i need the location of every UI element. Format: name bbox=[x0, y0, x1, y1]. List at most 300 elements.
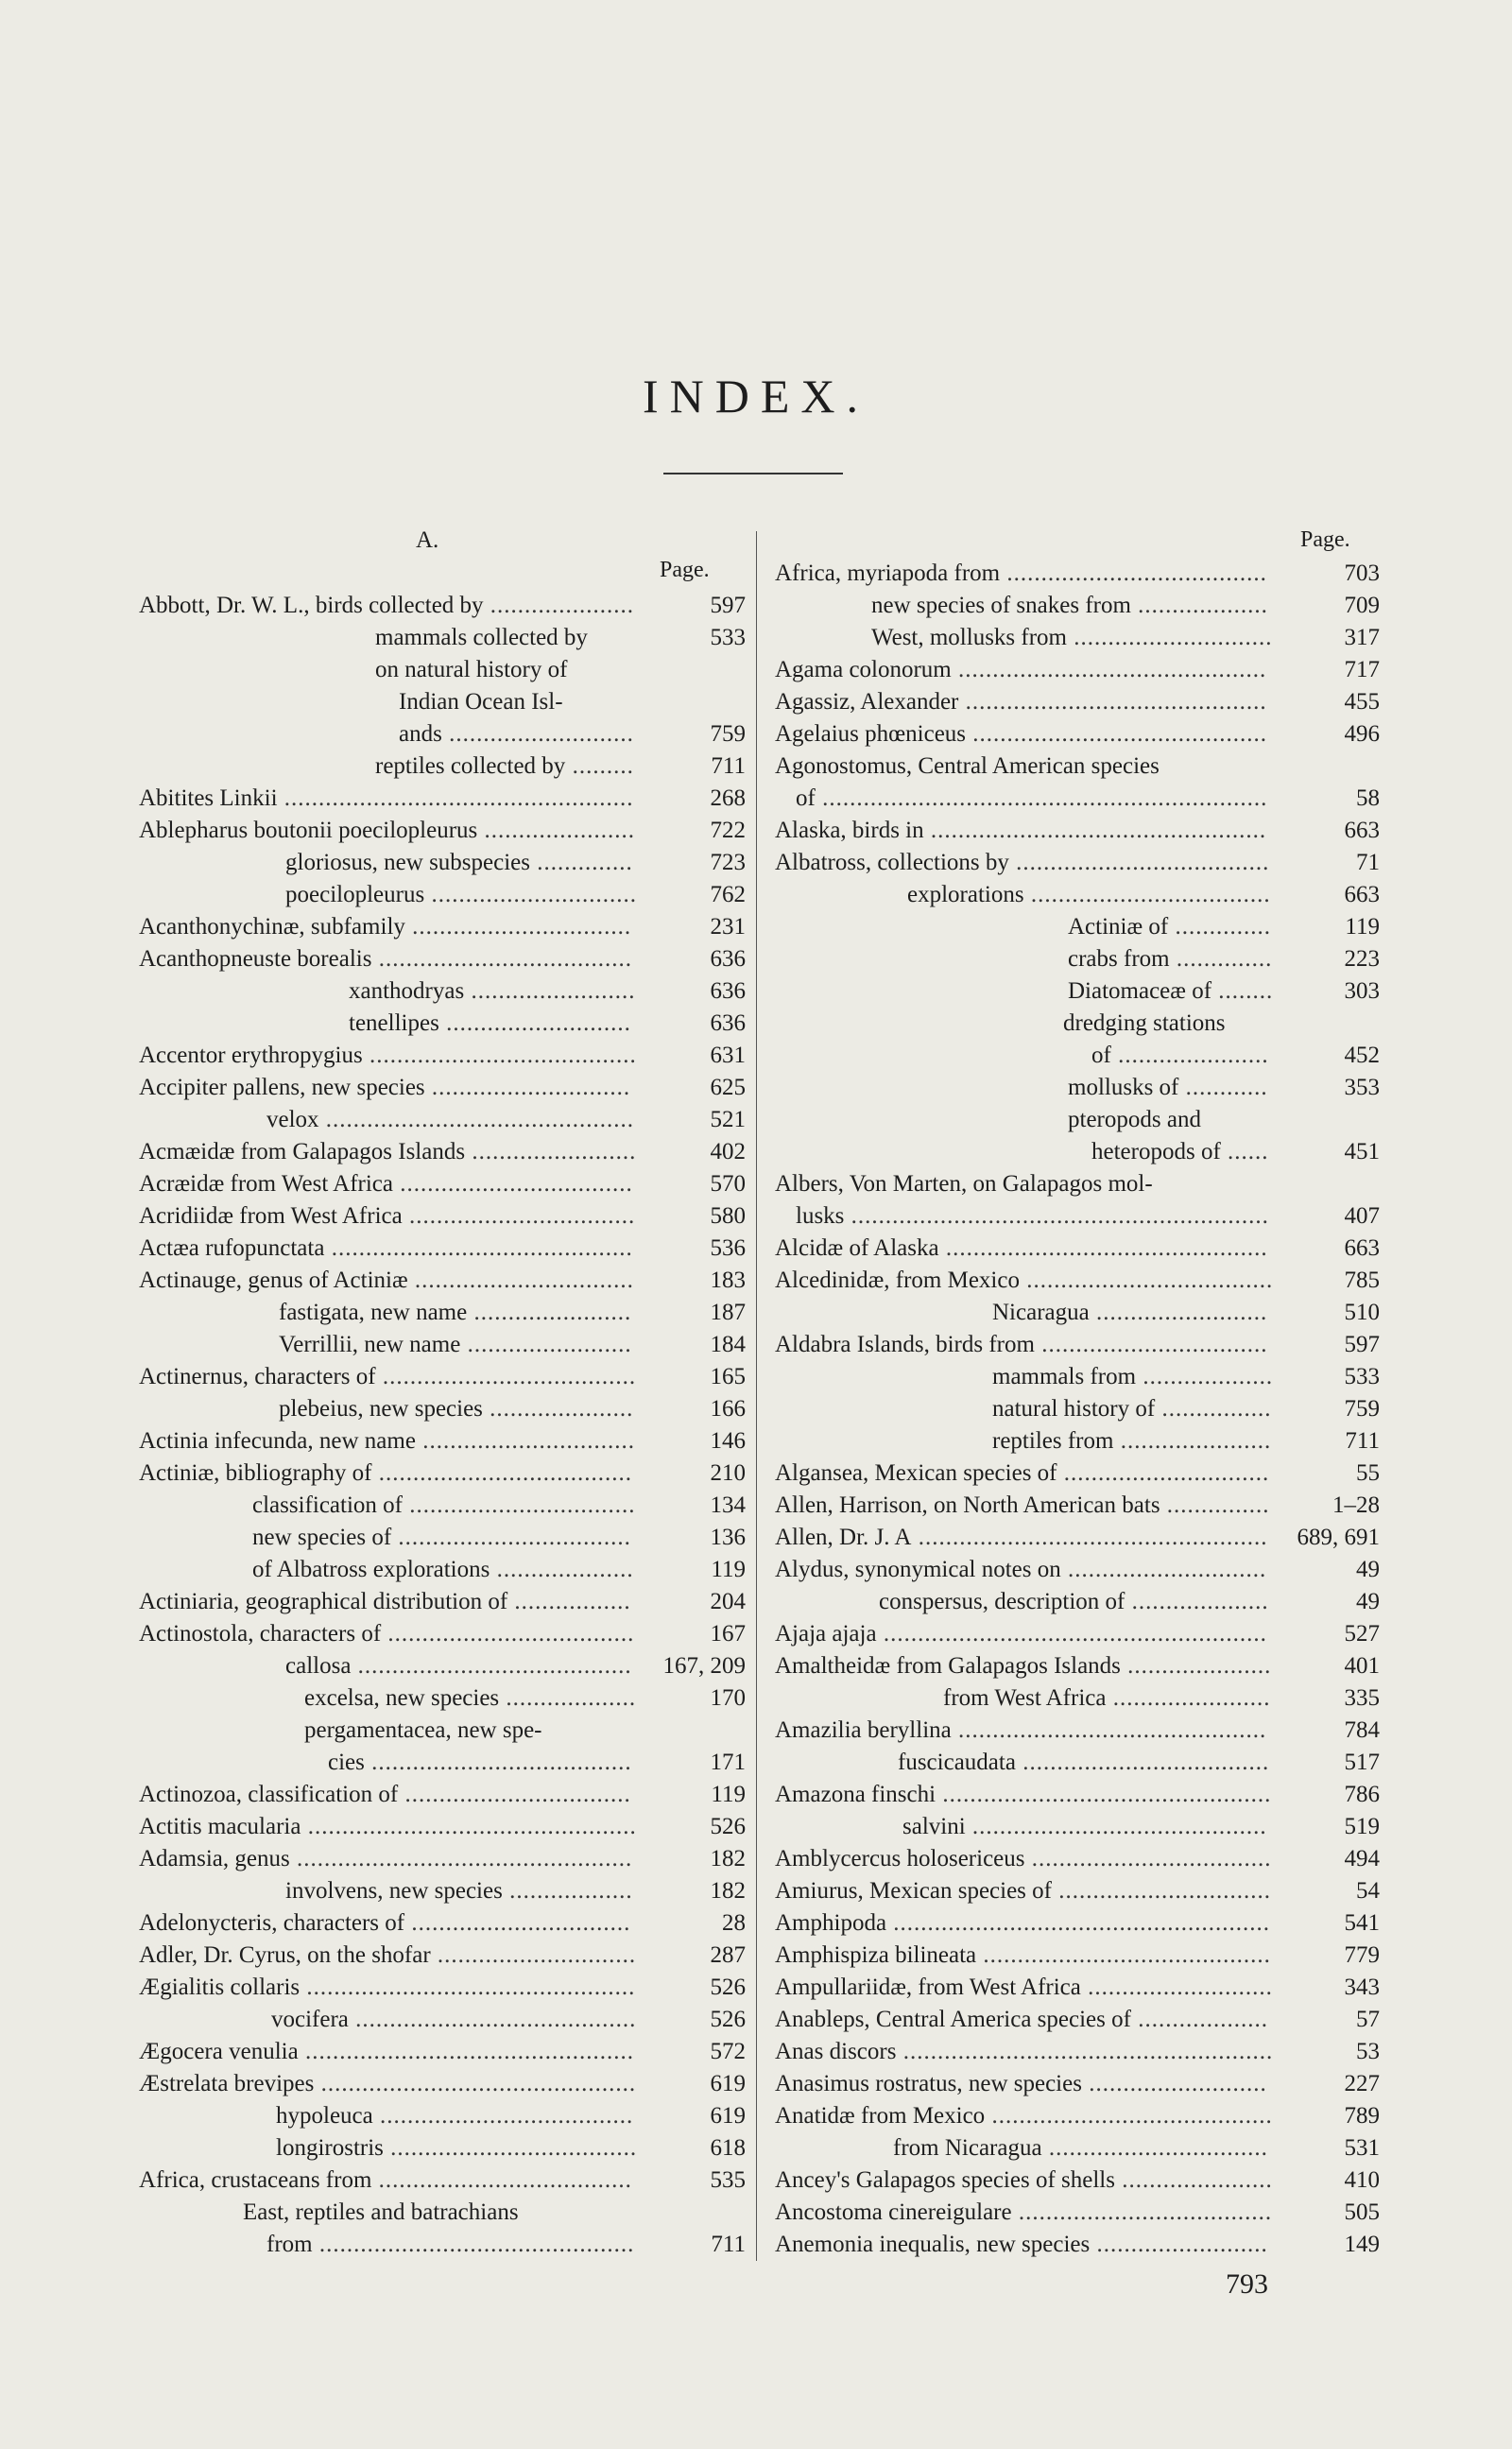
page-reference: 494 bbox=[1344, 1846, 1380, 1871]
dot-leader: .............. bbox=[1169, 946, 1273, 972]
entry-text: from Nicaragua bbox=[893, 2135, 1042, 2161]
dot-leader: ................... bbox=[1130, 2007, 1268, 2032]
dot-leader: ............................................... bbox=[938, 1235, 1268, 1261]
index-entry bbox=[775, 1522, 1267, 1554]
index-entry bbox=[1091, 1136, 1269, 1168]
index-entry bbox=[775, 1618, 1267, 1650]
page-reference: 533 bbox=[1344, 1364, 1380, 1389]
entry-text: hypoleuca bbox=[276, 2103, 373, 2129]
entry-text: involvens, new species bbox=[285, 1878, 503, 1904]
page-reference: 165 bbox=[710, 1364, 746, 1389]
index-line bbox=[139, 1490, 746, 1522]
entry-text: lusks bbox=[796, 1203, 845, 1229]
index-line bbox=[775, 1297, 1380, 1329]
index-line bbox=[139, 1040, 746, 1072]
entry-text: heteropods of bbox=[1091, 1139, 1221, 1164]
entry-text: on natural history of bbox=[375, 657, 568, 682]
entry-text: Anas discors bbox=[775, 2039, 897, 2064]
entry-text: Actinauge, genus of Actiniæ bbox=[139, 1268, 408, 1293]
index-line bbox=[775, 1554, 1380, 1586]
index-line bbox=[139, 1618, 746, 1650]
dot-leader: ............................. bbox=[430, 1942, 637, 1968]
index-line bbox=[139, 2229, 746, 2261]
index-entry bbox=[276, 2100, 633, 2132]
dot-leader: ................................. bbox=[402, 1203, 636, 1229]
entry-text: classification of bbox=[252, 1492, 403, 1518]
page-reference: 789 bbox=[1344, 2103, 1380, 2129]
entry-text: Alydus, synonymical notes on bbox=[775, 1557, 1061, 1582]
dot-leader: ........................................... bbox=[965, 1814, 1267, 1839]
index-line bbox=[139, 2164, 746, 2197]
index-entry bbox=[775, 1457, 1269, 1490]
index-line bbox=[139, 1200, 746, 1233]
entry-text: Diatomaceæ of bbox=[1068, 978, 1212, 1004]
index-line bbox=[775, 1875, 1380, 1907]
entry-text: Amphispiza bilineata bbox=[775, 1942, 977, 1968]
column-divider bbox=[756, 531, 757, 2261]
page-reference: 407 bbox=[1344, 1203, 1380, 1229]
dot-leader: .............................................. bbox=[314, 2071, 637, 2096]
index-line bbox=[775, 622, 1380, 654]
page-reference: 452 bbox=[1344, 1043, 1380, 1068]
entry-text: velox bbox=[266, 1107, 319, 1132]
entry-text: Agama colonorum bbox=[775, 657, 952, 682]
index-line bbox=[139, 1425, 746, 1457]
index-line bbox=[139, 1104, 746, 1136]
index-line bbox=[139, 1457, 746, 1490]
dot-leader: ............................................. bbox=[318, 1107, 635, 1132]
dot-leader: ................... bbox=[499, 1685, 637, 1711]
entry-text: mollusks of bbox=[1068, 1075, 1179, 1100]
index-line bbox=[139, 783, 746, 815]
entry-text: Acmæidæ from Galapagos Islands bbox=[139, 1139, 466, 1164]
index-entry bbox=[1068, 911, 1271, 943]
index-entry bbox=[775, 1554, 1266, 1586]
index-entry bbox=[775, 750, 1160, 783]
index-entry bbox=[775, 815, 1266, 847]
entry-text: Actinostola, characters of bbox=[139, 1621, 382, 1647]
dot-leader: ........................................... bbox=[966, 721, 1268, 747]
page-reference: 227 bbox=[1344, 2071, 1380, 2096]
index-entry bbox=[279, 1393, 633, 1425]
index-line bbox=[139, 590, 746, 622]
index-entry bbox=[879, 1586, 1269, 1618]
section-letter: A. bbox=[416, 527, 439, 553]
index-line bbox=[139, 1265, 746, 1297]
entry-text: Ægialitis collaris bbox=[139, 1975, 301, 2000]
index-line bbox=[775, 1586, 1380, 1618]
index-entry bbox=[139, 1040, 637, 1072]
index-line bbox=[139, 1843, 746, 1875]
page-reference: 182 bbox=[710, 1878, 746, 1904]
index-line bbox=[139, 1650, 746, 1682]
index-line bbox=[139, 1136, 746, 1168]
dot-leader: ....................................................... bbox=[886, 1910, 1271, 1936]
dot-leader: ................................. bbox=[398, 1782, 631, 1807]
dot-leader: ...................... bbox=[1114, 2167, 1273, 2193]
index-line bbox=[775, 1393, 1380, 1425]
index-line bbox=[139, 2036, 746, 2068]
index-line bbox=[139, 1297, 746, 1329]
dot-leader: .................... bbox=[1125, 1589, 1269, 1614]
index-line bbox=[775, 1361, 1380, 1393]
index-line bbox=[775, 2132, 1380, 2164]
index-line bbox=[139, 911, 746, 943]
dot-leader: ..................................... bbox=[371, 1460, 632, 1486]
index-line bbox=[139, 1168, 746, 1200]
index-line bbox=[775, 590, 1380, 622]
page-reference: 287 bbox=[710, 1942, 746, 1968]
index-line bbox=[139, 2100, 746, 2132]
index-entry bbox=[349, 975, 635, 1008]
index-entry bbox=[139, 1233, 633, 1265]
entry-text: excelsa, new species bbox=[304, 1685, 500, 1711]
index-entry bbox=[775, 1233, 1268, 1265]
index-entry bbox=[775, 2229, 1268, 2261]
page-reference: 187 bbox=[710, 1300, 746, 1325]
dot-leader: ................................... bbox=[1023, 882, 1271, 907]
index-entry bbox=[243, 2197, 519, 2229]
dot-leader: .................................... bbox=[1015, 1750, 1270, 1775]
dot-leader: ................................................. bbox=[289, 1846, 633, 1871]
page-number: 793 bbox=[1226, 2268, 1268, 2300]
page-reference: 618 bbox=[710, 2135, 746, 2161]
dot-leader: ......................... bbox=[1090, 2232, 1268, 2257]
index-entry bbox=[279, 1329, 632, 1361]
left-page-heading: Page. bbox=[660, 558, 710, 582]
page-reference: 184 bbox=[710, 1332, 746, 1357]
index-line bbox=[775, 2164, 1380, 2197]
entry-text: Ægocera venulia bbox=[139, 2039, 299, 2064]
index-entry bbox=[775, 558, 1267, 590]
index-line bbox=[775, 815, 1380, 847]
index-line bbox=[775, 718, 1380, 750]
right-page-heading: Page. bbox=[1300, 527, 1350, 552]
index-line bbox=[775, 1843, 1380, 1875]
entry-text: conspersus, description of bbox=[879, 1589, 1125, 1614]
index-line bbox=[139, 1072, 746, 1104]
page-reference: 536 bbox=[710, 1235, 746, 1261]
dot-leader: ....................................... bbox=[362, 1043, 637, 1068]
dot-leader: .......................... bbox=[1081, 2071, 1267, 2096]
index-entry bbox=[139, 1907, 630, 1940]
entry-text: from West Africa bbox=[943, 1685, 1107, 1711]
index-line bbox=[775, 2197, 1380, 2229]
page-reference: 335 bbox=[1344, 1685, 1380, 1711]
index-entry bbox=[775, 2164, 1273, 2197]
index-entry bbox=[139, 1457, 632, 1490]
index-entry bbox=[139, 1361, 636, 1393]
page-reference: 55 bbox=[1356, 1460, 1380, 1486]
entry-text: Ampullariidæ, from West Africa bbox=[775, 1975, 1081, 2000]
index-line bbox=[139, 2132, 746, 2164]
index-line bbox=[775, 1940, 1380, 1972]
entry-text: Amblycercus holosericeus bbox=[775, 1846, 1025, 1871]
entry-text: crabs from bbox=[1068, 946, 1170, 972]
dot-leader: ...................................... bbox=[364, 1750, 632, 1775]
entry-text: vocifera bbox=[271, 2007, 349, 2032]
page-reference: 210 bbox=[710, 1460, 746, 1486]
index-entry bbox=[775, 1972, 1273, 2004]
page-reference: 149 bbox=[1344, 2232, 1380, 2257]
index-entry bbox=[775, 1329, 1267, 1361]
index-line bbox=[775, 750, 1380, 783]
entry-text: Verrillii, new name bbox=[279, 1332, 461, 1357]
index-entry bbox=[992, 1361, 1273, 1393]
left-index-column bbox=[139, 590, 746, 2261]
entry-text: Adelonycteris, characters of bbox=[139, 1910, 405, 1936]
index-entry bbox=[893, 2132, 1268, 2164]
entry-text: of bbox=[796, 785, 816, 811]
entry-text: Acridiidæ from West Africa bbox=[139, 1203, 403, 1229]
entry-text: Algansea, Mexican species of bbox=[775, 1460, 1057, 1486]
page-reference: 533 bbox=[710, 625, 746, 650]
page-reference: 572 bbox=[710, 2039, 746, 2064]
index-line bbox=[139, 815, 746, 847]
page-reference: 136 bbox=[710, 1525, 746, 1550]
entry-text: reptiles from bbox=[992, 1428, 1114, 1454]
dot-leader: ....................... bbox=[1106, 1685, 1271, 1711]
entry-text: Amaltheidæ from Galapagos Islands bbox=[775, 1653, 1121, 1679]
entry-text: new species of snakes from bbox=[871, 593, 1131, 618]
index-line bbox=[139, 654, 746, 686]
dot-leader: ......................................... bbox=[348, 2007, 637, 2032]
index-entry bbox=[139, 1618, 634, 1650]
entry-text: Acanthonychinæ, subfamily bbox=[139, 914, 405, 940]
page-reference: 709 bbox=[1344, 593, 1380, 618]
index-line bbox=[775, 1522, 1380, 1554]
page-reference: 526 bbox=[710, 2007, 746, 2032]
index-entry bbox=[1068, 1104, 1201, 1136]
dot-leader: ........................... bbox=[1080, 1975, 1273, 2000]
index-entry bbox=[898, 1747, 1269, 1779]
page-reference: 268 bbox=[710, 785, 746, 811]
entry-text: fuscicaudata bbox=[898, 1750, 1016, 1775]
index-entry bbox=[139, 1779, 631, 1811]
index-line bbox=[139, 750, 746, 783]
index-line bbox=[775, 1233, 1380, 1265]
page-reference: 505 bbox=[1344, 2199, 1380, 2225]
index-entry bbox=[139, 783, 634, 815]
index-line bbox=[775, 1747, 1380, 1779]
entry-text: Adler, Dr. Cyrus, on the shofar bbox=[139, 1942, 431, 1968]
page-reference: 402 bbox=[710, 1139, 746, 1164]
page-reference: 182 bbox=[710, 1846, 746, 1871]
entry-text: Accentor erythropygius bbox=[139, 1043, 363, 1068]
index-line bbox=[139, 1972, 746, 2004]
index-entry bbox=[139, 590, 634, 622]
index-entry bbox=[139, 1586, 631, 1618]
index-line bbox=[139, 1554, 746, 1586]
dot-leader: ............................... bbox=[1051, 1878, 1271, 1904]
page-reference: 535 bbox=[710, 2167, 746, 2193]
dot-leader: ....................... bbox=[467, 1300, 632, 1325]
right-index-column bbox=[775, 558, 1380, 2261]
entry-text: Anemonia inequalis, new species bbox=[775, 2232, 1091, 2257]
index-entry bbox=[139, 911, 631, 943]
dot-leader: .............................. bbox=[424, 882, 637, 907]
index-line bbox=[139, 1008, 746, 1040]
entry-text: Amphipoda bbox=[775, 1910, 887, 1936]
index-entry bbox=[1068, 943, 1272, 975]
dot-leader: ............ bbox=[1178, 1075, 1268, 1100]
entry-text: natural history of bbox=[992, 1396, 1156, 1422]
page-reference: 663 bbox=[1344, 1235, 1380, 1261]
entry-text: Africa, crustaceans from bbox=[139, 2167, 372, 2193]
page-reference: 722 bbox=[710, 818, 746, 843]
page-reference: 762 bbox=[710, 882, 746, 907]
index-entry bbox=[139, 1200, 635, 1233]
dot-leader: ................. bbox=[507, 1589, 631, 1614]
entry-text: West, mollusks from bbox=[871, 625, 1068, 650]
index-entry bbox=[285, 879, 637, 911]
index-line bbox=[775, 2004, 1380, 2036]
dot-leader: .................................... bbox=[383, 2135, 638, 2161]
dot-leader: ................... bbox=[1136, 1364, 1274, 1389]
entry-text: Africa, myriapoda from bbox=[775, 561, 1001, 586]
index-entry bbox=[399, 718, 634, 750]
index-entry bbox=[1068, 975, 1273, 1008]
index-line bbox=[775, 1457, 1380, 1490]
index-entry bbox=[139, 1072, 630, 1104]
index-line bbox=[775, 1650, 1380, 1682]
page-reference: 303 bbox=[1344, 978, 1380, 1004]
dot-leader: ..................................... bbox=[372, 2103, 634, 2129]
index-line bbox=[775, 2229, 1380, 2261]
dot-leader: .................... bbox=[490, 1557, 634, 1582]
dot-leader: .................................... bbox=[1019, 1268, 1274, 1293]
index-line bbox=[775, 943, 1380, 975]
dot-leader: ............................... bbox=[415, 1428, 635, 1454]
index-entry bbox=[304, 1682, 636, 1715]
page-reference: 636 bbox=[710, 978, 746, 1004]
dot-leader: ................................. bbox=[1034, 1332, 1268, 1357]
index-line bbox=[775, 2068, 1380, 2100]
entry-text: Abitites Linkii bbox=[139, 785, 278, 811]
index-entry bbox=[775, 1907, 1270, 1940]
index-entry bbox=[252, 1490, 635, 1522]
dot-leader: ................................................... bbox=[911, 1525, 1268, 1550]
dot-leader: ........................................ bbox=[351, 1653, 632, 1679]
index-line bbox=[775, 1682, 1380, 1715]
entry-text: Albers, Von Marten, on Galapagos mol- bbox=[775, 1171, 1153, 1197]
page-reference: 49 bbox=[1356, 1589, 1380, 1614]
entry-text: xanthodryas bbox=[349, 978, 465, 1004]
entry-text: Alcedinidæ, from Mexico bbox=[775, 1268, 1020, 1293]
index-entry bbox=[328, 1747, 632, 1779]
page-reference: 71 bbox=[1356, 850, 1380, 875]
index-line bbox=[775, 1168, 1380, 1200]
entry-text: Ablepharus boutonii poecilopleurus bbox=[139, 818, 478, 843]
dot-leader: ................... bbox=[1130, 593, 1268, 618]
index-entry bbox=[285, 847, 633, 879]
dot-leader: ................................................ bbox=[300, 1975, 636, 2000]
index-line bbox=[775, 1811, 1380, 1843]
index-line bbox=[139, 1682, 746, 1715]
entry-text: Albatross, collections by bbox=[775, 850, 1009, 875]
index-line bbox=[775, 1329, 1380, 1361]
index-line bbox=[775, 1779, 1380, 1811]
page-reference: 134 bbox=[710, 1492, 746, 1518]
page-reference: 166 bbox=[710, 1396, 746, 1422]
index-entry bbox=[775, 1650, 1271, 1682]
entry-text: Actiniæ, bibliography of bbox=[139, 1460, 372, 1486]
index-line bbox=[775, 1200, 1380, 1233]
page-reference: 717 bbox=[1344, 657, 1380, 682]
entry-text: Allen, Harrison, on North American bats bbox=[775, 1492, 1160, 1518]
index-entry bbox=[775, 1168, 1153, 1200]
index-line bbox=[139, 943, 746, 975]
index-line bbox=[775, 1907, 1380, 1940]
index-line bbox=[139, 847, 746, 879]
entry-text: Amiurus, Mexican species of bbox=[775, 1878, 1052, 1904]
index-entry bbox=[775, 2036, 1273, 2068]
page-reference: 54 bbox=[1356, 1878, 1380, 1904]
dot-leader: ........................................................ bbox=[876, 1621, 1267, 1647]
dot-leader: .................. bbox=[502, 1878, 633, 1904]
dot-leader: ..................................... bbox=[1011, 2199, 1273, 2225]
entry-text: gloriosus, new subspecies bbox=[285, 850, 530, 875]
entry-text: new species of bbox=[252, 1525, 392, 1550]
index-entry bbox=[279, 1297, 631, 1329]
page-reference: 619 bbox=[710, 2103, 746, 2129]
entry-text: cies bbox=[328, 1750, 365, 1775]
dot-leader: ........................... bbox=[441, 721, 634, 747]
page-reference: 703 bbox=[1344, 561, 1380, 586]
entry-text: Adamsia, genus bbox=[139, 1846, 290, 1871]
entry-text: Allen, Dr. J. A bbox=[775, 1525, 912, 1550]
dot-leader: ............................. bbox=[1060, 1557, 1267, 1582]
entry-text: Amazilia beryllina bbox=[775, 1717, 952, 1743]
page-reference: 171 bbox=[710, 1750, 746, 1775]
page-reference: 759 bbox=[710, 721, 746, 747]
page-reference: 785 bbox=[1344, 1268, 1380, 1293]
entry-text: longirostris bbox=[276, 2135, 384, 2161]
index-entry bbox=[399, 686, 563, 718]
index-entry bbox=[139, 1940, 636, 1972]
dot-leader: ........................ bbox=[465, 1139, 637, 1164]
index-entry bbox=[139, 1265, 634, 1297]
dot-leader: ......................................... bbox=[985, 2103, 1273, 2129]
dot-leader: ................................................ bbox=[298, 2039, 634, 2064]
index-entry bbox=[139, 2036, 634, 2068]
page-reference: 496 bbox=[1344, 721, 1380, 747]
page-reference: 636 bbox=[710, 946, 746, 972]
page-reference: 663 bbox=[1344, 818, 1380, 843]
entry-text: Abbott, Dr. W. L., birds collected by bbox=[139, 593, 484, 618]
index-entry bbox=[775, 2100, 1273, 2132]
page-reference: 625 bbox=[710, 1075, 746, 1100]
page-reference: 711 bbox=[1345, 1428, 1380, 1454]
index-line bbox=[775, 2036, 1380, 2068]
index-entry bbox=[139, 815, 635, 847]
dot-leader: .............. bbox=[530, 850, 633, 875]
index-entry bbox=[139, 2164, 632, 2197]
page-reference: 451 bbox=[1344, 1139, 1380, 1164]
index-line bbox=[139, 718, 746, 750]
page-reference: 119 bbox=[1345, 914, 1380, 940]
index-line bbox=[139, 1940, 746, 1972]
entry-text: Alaska, birds in bbox=[775, 818, 924, 843]
index-line bbox=[775, 1715, 1380, 1747]
index-entry bbox=[775, 1715, 1266, 1747]
entry-text: salvini bbox=[902, 1814, 966, 1839]
dot-leader: .............................................. bbox=[312, 2232, 635, 2257]
dot-leader: ................................. bbox=[402, 1492, 636, 1518]
index-entry bbox=[375, 654, 567, 686]
page-reference: 570 bbox=[710, 1171, 746, 1197]
index-entry bbox=[992, 1297, 1267, 1329]
